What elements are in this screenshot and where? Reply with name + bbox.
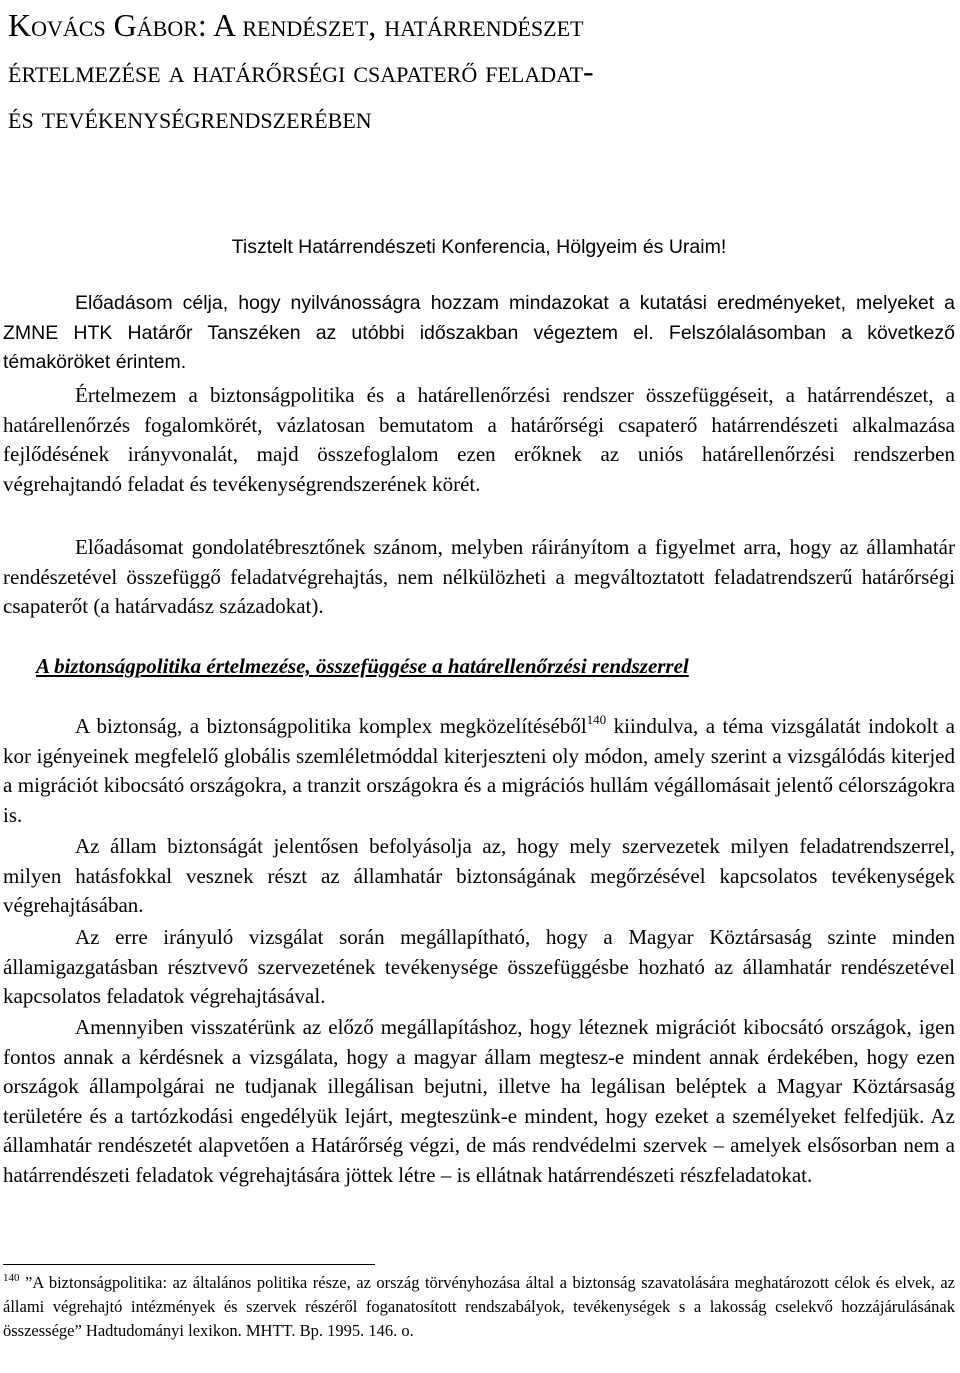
title-line-2: értelmezése a határőrségi csapaterő feladat- [8, 53, 594, 89]
section-paragraph-2: Az állam biztonságát jelentősen befolyásolja az, hogy mely szervezetek milyen feladatrendszerrel, milyen hatásfokkal vesznek részt az államhatár biztonságának megőrzésével kapcsolatos tevékenységek végrehajtásában. [3, 834, 955, 917]
footnote-number: 140 [3, 1272, 20, 1284]
section-heading: A biztonságpolitika értelmezése, összefüggése a határellenőrzési rendszerrel [36, 654, 689, 678]
intro-paragraph-3: Előadásomat gondolatébresztőnek szánom, melyben ráirányítom a figyelmet arra, hogy az államhatár rendészetével összefüggő feladatvégrehajtás, nem nélkülözheti a megváltoztatott feladatrendszerű határőrségi csapaterőt (a határvadász századokat). [3, 535, 955, 618]
intro-paragraph-1: Előadásom célja, hogy nyilvánosságra hozzam mindazokat a kutatási eredményeket, melyeket a ZMNE HTK Határőr Tanszéken az utóbbi időszakban végeztem el. Felszólalásomban a következő témaköröket érintem. [3, 292, 955, 373]
title-line-1: Kovács Gábor: A rendészet, határrendészet [8, 7, 584, 43]
footnote [3, 1271, 955, 1343]
footnote-separator [3, 1264, 375, 1265]
section-paragraph-1-text-b: kiindulva, a téma vizsgálatát indokolt a kor igényeinek megfelelő globális szemléletmóddal kiterjeszteni oly módon, amely szerint a vizsgálódás kiterjed a migrációt kibocsátó országokra, a tranzit országokra és a migrációs hullám végállomásait jelentő célországokra is. [3, 714, 955, 827]
section-paragraph-3: Az erre irányuló vizsgálat során megállapítható, hogy a Magyar Köztársaság szinte minden államigazgatásban résztvevő szervezetének tevékenysége összefüggésbe hozható az államhatár rendészetével kapcsolatos feladatok végrehajtásával. [3, 925, 955, 1008]
section-paragraph-4: Amennyiben visszatérünk az előző megállapításhoz, hogy léteznek migrációt kibocsátó országok, igen fontos annak a kérdésnek a vizsgálata, hogy a magyar állam megtesz-e mindent annak érdekében, hogy ezen országok állampolgárai ne tudjanak illegálisan bejutni, illetve ha legálisan beléptek a Magyar Köztársaság területére és a tartózkodási engedélyük lejárt, megteszünk-e mindent, hogy ezeket a személyeket felfedjük. Az államhatár rendészetét alapvetően a Határőrség végzi, de más rendvédelmi szervek – amelyek elsősorban nem a határrendészeti feladatok végrehajtására jöttek létre – is ellátnak határrendészeti részfeladatokat. [3, 1015, 955, 1187]
title-line-3: és tevékenységrendszerében [8, 99, 372, 135]
document-title [8, 2, 948, 140]
footnote-text: ”A biztonságpolitika: az általános politika része, az ország törvényhozása által a biztonság szavatolására meghatározott célok és elvek, az állami végrehajtó intézmények és szervek részéről foganatosított rendszabályok, tevékenységek s a lakosság cselekvő hozzájárulásának összessége” Hadtudományi lexikon. MHTT. Bp. 1995. 146. o. [3, 1273, 955, 1340]
intro-paragraph-2: Értelmezem a biztonságpolitika és a határellenőrzési rendszer összefüggéseit, a határrendészet, a határellenőrzés fogalomkörét, vázlatosan bemutatom a határőrségi csapaterő határrendészeti alkalmazása fejlődésének irányvonalát, majd összefoglalom ezen erőknek az uniós határellenőrzési rendszerben végrehajtandó feladat és tevékenységrendszerének körét. [3, 383, 955, 496]
section-paragraph-1-text-a: A biztonság, a biztonságpolitika komplex megközelítéséből [75, 714, 587, 738]
footnote-reference: 140 [586, 712, 607, 727]
greeting: Tisztelt Határrendészeti Konferencia, Hölgyeim és Uraim! [231, 236, 727, 258]
section-paragraph-1 [3, 712, 955, 830]
